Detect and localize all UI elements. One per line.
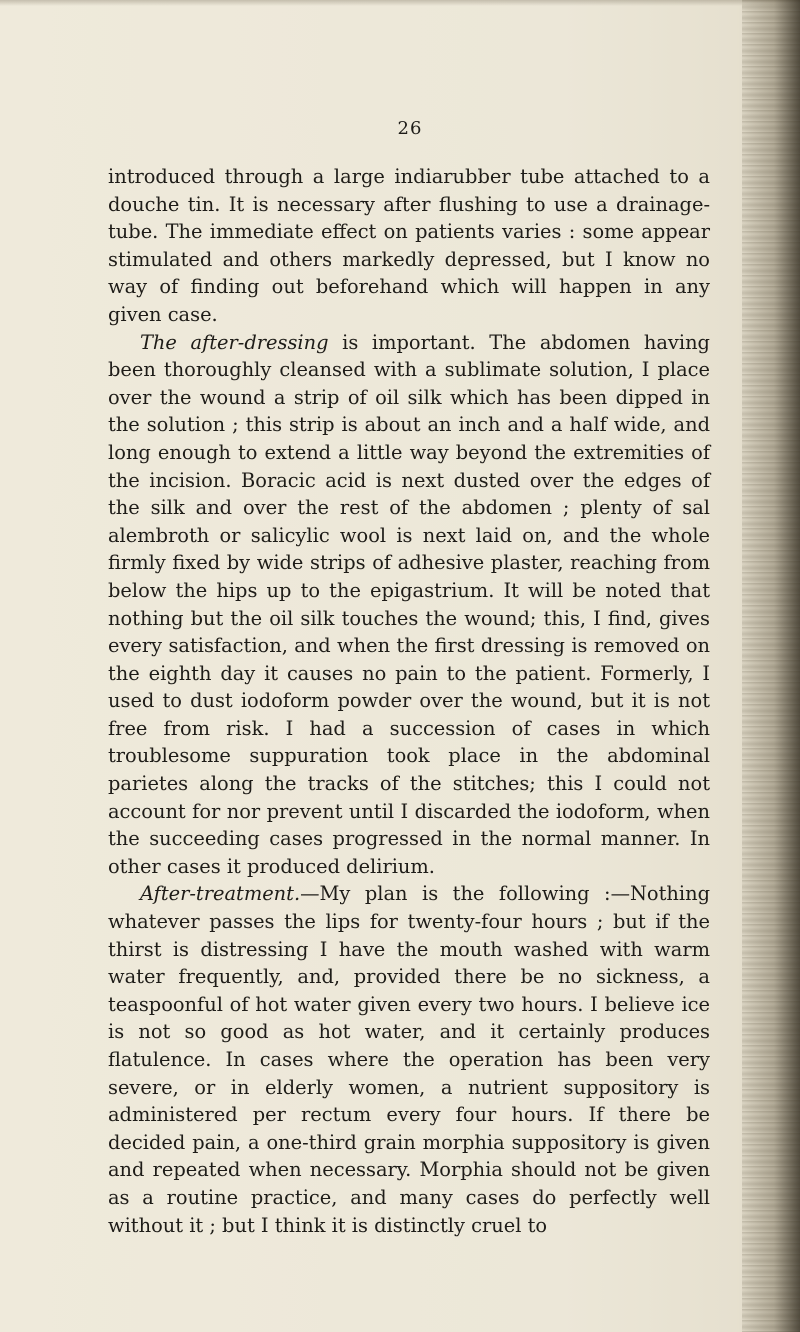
body-text	[108, 163, 710, 1239]
paragraph-after-dressing	[108, 329, 710, 881]
paragraph-1	[108, 163, 710, 329]
page-binding-edge	[742, 0, 800, 1332]
section-heading-after-dressing: The after-dressing	[140, 330, 329, 354]
paragraph-after-treatment	[108, 880, 710, 1239]
paragraph-after-dressing-text: is important. The abdomen having been thoroughly cleansed with a sublimate solution, I place over the wound a strip of oil silk which has been dipped in the solution ; this strip is about an inch and a half wide, and long enough to extend a little way beyond the extremities of the incision. Boracic acid is next dusted over the edges of the silk and over the rest of the abdomen ; plenty of sal alembroth or salicylic wool is next laid on, and the whole firmly fixed by wide strips of adhesive plaster, reaching from below the hips up to the epigastrium. It will be noted that nothing but the oil silk touches the wound; this, I find, gives every satisfaction, and when the first dressing is removed on the eighth day it causes no pain to the patient. Formerly, I used to dust iodoform powder over the wound, but it is not free from risk. I had a succession of cases in which troublesome suppuration took place in the abdominal parietes along the tracks of the stitches; this I could not account for nor prevent until I discarded the iodoform, when the succeeding cases progressed in the normal manner. In other cases it produced delirium.	[108, 330, 710, 878]
section-heading-after-treatment: After-treatment.	[140, 882, 301, 906]
page-number: 26	[397, 118, 423, 139]
page-top-shadow	[0, 0, 800, 6]
paragraph-1-text: introduced through a large indiarubber tube attached to a douche tin. It is necessary after flushing to use a drainage-tube. The immediate effect on patients varies : some appear stimulated and others markedly depressed, but I know no way of finding out beforehand which will happen in any given case.	[108, 165, 710, 326]
paragraph-after-treatment-text: —My plan is the following :—Nothing whatever passes the lips for twenty-four hours ; but if the thirst is distressing I have the mouth washed with warm water frequently, and, provided there be no sickness, a teaspoonful of hot water given every two hours. I believe ice is not so good as hot water, and it certainly produces flatulence. In cases where the operation has been very severe, or in elderly women, a nutrient suppository is administered per rectum every four hours. If there be decided pain, a one-third grain morphia suppository is given and repeated when necessary. Morphia should not be given as a routine practice, and many cases do perfectly well without it ; but I think it is distinctly cruel to	[108, 882, 710, 1237]
